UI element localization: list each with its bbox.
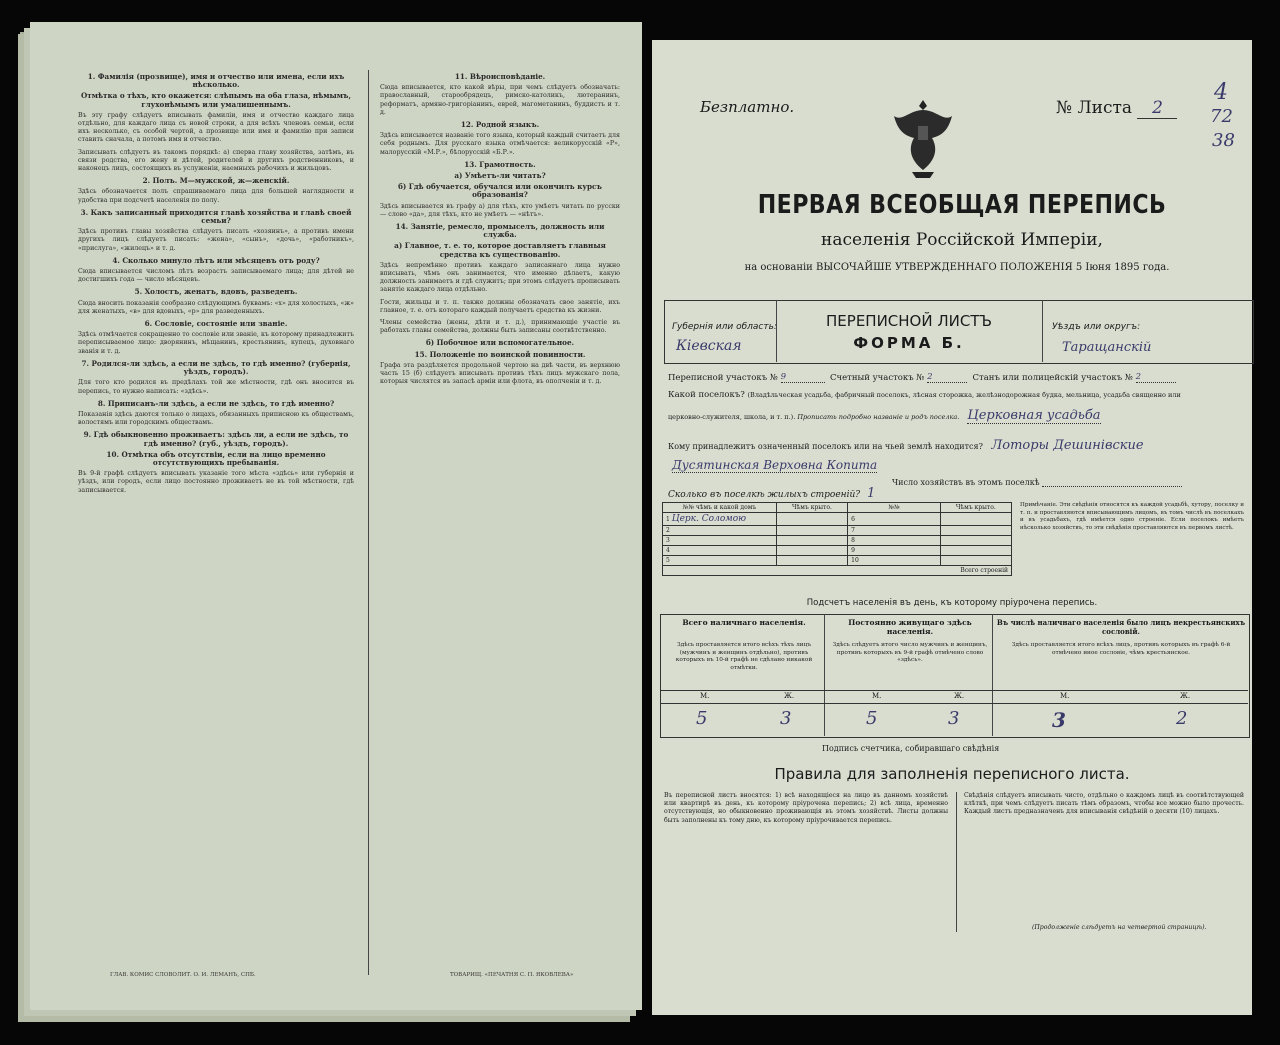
table-cell: 6 (848, 513, 941, 526)
section-1-text: Въ эту графу слѣдуетъ вписывать фамиліи, имя и отчество каждаго лица отдѣльно, для каждаго лица съ новой строки, а для всѣхъ членовъ семьи, если ихъ несколько, съ особой чертой, а прозвище или имя и фамилію при записи ставить сначала, а потомъ имя и отчество. (78, 111, 354, 144)
left-column-1 (78, 70, 354, 965)
section-13-text: Здѣсь вписывается въ графу а) для тѣхъ, кто умѣетъ читать по русски — слово «да», для тѣхъ, кто не умѣетъ — «нѣтъ». (380, 202, 620, 218)
section-4-text: Сюда вписывается числомъ лѣтъ возрастъ записываемаго лица; для дѣтей не достигшихъ года — число мѣсяцевъ. (78, 268, 354, 284)
sex-zh: Ж. (954, 692, 965, 700)
section-4-heading: 4. Сколько минуло лѣтъ или мѣсяцевъ отъ роду? (112, 255, 320, 265)
section-14b-heading: б) Побочное или вспомогательное. (425, 338, 575, 348)
table-cell: 5 (663, 556, 777, 566)
count-value: 5 (696, 708, 708, 729)
sex-m: М. (1060, 692, 1070, 700)
right-page (652, 40, 1252, 1015)
section-9-heading: 9. Гдѣ обыкновенно проживаетъ: здѣсь ли, а если не здѣсь, то гдѣ именно? (губ., уѣздъ, городъ). (83, 430, 349, 448)
rules-column-1: Въ переписной листъ вносятся: 1) всѣ находящіеся на лицо въ данномъ хозяйствѣ или квартирѣ въ день, къ которому пріурочена перепись; 2) всѣ лица, временно отсутствующія, но обыкновенно проживающія въ этомъ хозяйствѣ. Листы должны быть заполнены къ тому дню, къ которому пріурочивается перепись. (664, 792, 948, 824)
province-label: Губернія или область: (672, 322, 777, 332)
section-14a-heading: а) Главное, т. е. то, которое доставляетъ главныя средства къ существованію. (394, 241, 606, 259)
table-row (663, 526, 1012, 536)
section-13b-heading: б) Гдѣ обучается, обучался или окончилъ курсъ образованія? (398, 182, 602, 200)
owner-label: Кому принадлежитъ означенный поселокъ или на чьей землѣ находится? (668, 442, 983, 451)
census-title: ПЕРВАЯ ВСЕОБЩАЯ ПЕРЕПИСЬ (757, 190, 1167, 220)
settlement-line-2 (668, 408, 1101, 423)
sex-zh: Ж. (784, 692, 795, 700)
camp-label: Станъ или полицейскій участокъ № (972, 373, 1133, 383)
section-11-heading: 11. Вѣроисповѣданіе. (454, 72, 546, 81)
table-total-row (663, 566, 1012, 576)
households-line (892, 476, 1182, 487)
table-cell: 4 (663, 546, 777, 556)
section-11-text: Сюда вписывается, кто какой вѣры, при чемъ слѣдуетъ обозначать: православный, старообрядецъ, римско-католикъ, лютеранинъ, реформатъ, армяно-григоріанинъ, еврей, магометанинъ, буддистъ и т. д. (380, 84, 620, 116)
section-14-heading: 14. Занятіе, ремесло, промыселъ, должность или служба. (395, 222, 605, 240)
corner-mark-3: 38 (1212, 130, 1235, 151)
sex-zh: Ж. (1180, 692, 1191, 700)
section-12-text: Здѣсь вписывается названіе того языка, который каждый считаетъ для себя роднымъ. Для русскаго языка отмѣчается: великорусскій «Р», малорусскій «М.Р.», бѣлорусскій «Б.Р.». (380, 132, 620, 156)
count-col-header: Въ числѣ наличнаго населенія было лицъ некрестьянскихъ сословій. (996, 618, 1246, 636)
table-row (663, 546, 1012, 556)
left-column-2 (380, 70, 620, 965)
settlement-hint-3: Прописать подробно названіе и родъ поселка. (797, 413, 960, 421)
sheet-number-value: 2 (1137, 98, 1177, 119)
count-col-header: Всего наличнаго населенія. (682, 618, 806, 627)
coat-of-arms-icon (888, 92, 958, 182)
section-7-heading: 7. Родился-ли здѣсь, а если не здѣсь, то гдѣ именно? (губернія, уѣздъ, городъ). (81, 358, 351, 377)
count-value: 3 (948, 708, 960, 729)
count-divider-2 (992, 614, 993, 736)
section-2-text: Здѣсь обозначается полъ спрашиваемаго лица для большей наглядности и удобства при подсчетѣ населенія по полу. (78, 188, 354, 204)
sex-row (660, 690, 1248, 704)
section-7-text: Для того кто родился въ предѣлахъ той же мѣстности, гдѣ онъ вносится въ перепись, то нужно написать: «здѣсь». (78, 379, 354, 395)
rules-column-2: Свѣдѣнія слѣдуетъ вписывать чисто, отдѣльно о каждомъ лицѣ въ соотвѣтствующей клѣткѣ, при чемъ слѣдуетъ писать тѣмъ образомъ, чтобы все можно было прочесть. Каждый листъ предназначенъ для вписыванія свѣдѣній о десяти (10) лицахъ. (964, 792, 1244, 816)
sheet-title: ПЕРЕПИСНОЙ ЛИСТЪ (826, 312, 992, 330)
table-cell: 7 (848, 526, 941, 536)
section-5-heading: 5. Холостъ, женатъ, вдовъ, разведенъ. (134, 287, 298, 297)
section-14-text-3: Члены семейства (жены, дѣти и т. д.), принимающіе участіе въ работахъ главы семейства, должны быть записаны соотвѣтственно. (380, 319, 620, 335)
table-cell (940, 513, 1011, 526)
column-divider (368, 70, 369, 975)
table-header: №№ чѣмъ и какой домъ (663, 503, 777, 513)
section-14-text: Здѣсь непремѣнно противъ каждаго записаннаго лица нужно вписывать, чѣмъ онъ занимается, что именно дѣлаетъ, какую должность занимаетъ и гдѣ служитъ; при этомъ слѣдуетъ прописывать занятіе каждаго лица отдѣльно. (380, 261, 620, 294)
section-15-text: Графа эта раздѣляется продольной чертою на двѣ части, въ верхнюю часть 15 (б) слѣдуетъ вписывать противъ тѣхъ лицъ мужскаго пола, которыя числятся въ запасѣ армiи или флота, въ ополченіи и т. д. (380, 361, 620, 386)
count-area-label: Счетный участокъ № (830, 373, 925, 383)
sheet-number-text: № Листа (1056, 98, 1133, 118)
section-6-heading: 6. Сословіе, состояніе или званіе. (144, 319, 288, 329)
table-cell: 8 (848, 536, 941, 546)
section-6-text: Здѣсь отмѣчается сокращенно то сословіе или званіе, къ которому принадлежитъ переписываемое лицо: дворянинъ, мѣщанинъ, крестьянинъ, купецъ, духовнаго званія и т. д. (78, 331, 354, 355)
header-divider-2 (1042, 300, 1043, 362)
table-cell: 10 (848, 556, 941, 566)
count-value: 5 (866, 708, 878, 729)
houses-label: Сколько въ поселкѣ жилыхъ строеній? (668, 490, 861, 500)
note-text: Примѣчаніе. Эти свѣдѣнія относятся къ каждой усадьбѣ, хутору, поселку и т. п. и проставляются вписывающимъ лицомъ, въ томъ числѣ въ поселкахъ и въ усадьбахъ, гдѣ имѣется одно строеніе. Если поселокъ имѣетъ нѣсколько хозяйствъ, то эти свѣдѣнія проставляются въ первомъ листѣ. (1020, 502, 1244, 531)
section-2-heading: 2. Полъ. М—мужской, ж—женскій. (142, 176, 290, 186)
census-subtitle-2: на основаніи ВЫСОЧАЙШЕ УТВЕРЖДЕННАГО ПОЛОЖЕНІЯ 5 Іюня 1895 года. (744, 262, 1170, 273)
section-8-text: Показанія здѣсь даются только о лицахъ, обязанныхъ приписною къ обществамъ, волостямъ или городскимъ обществамъ. (78, 410, 354, 427)
section-9-text: Въ 9-й графѣ слѣдуетъ вписывать указаніе того мѣста «здѣсь» или губернія и уѣздъ, или городъ, если лицо постоянно проживаетъ не въ той мѣстности, гдѣ записывается. (78, 470, 354, 494)
houses-line (668, 486, 875, 501)
section-12-heading: 12. Родной языкъ. (460, 120, 540, 130)
district-value: Таращанскій (1062, 340, 1152, 355)
table-cell: 2 (663, 526, 777, 536)
total-label: Всего строеній (663, 566, 1012, 576)
table-cell: 9 (848, 546, 941, 556)
section-10-heading: 10. Отмѣтка объ отсутствіи, если на лицо временно отсутствующихъ пребыванія. (106, 449, 326, 467)
settlement-line (668, 390, 1181, 400)
province-value: Кіевская (676, 338, 742, 354)
settlement-hint: (Владѣльческая усадьба, фабричный поселокъ, лѣсная сторожка, желѣзнодорожная будка, мельница, усадьба священно или (747, 391, 1181, 399)
owner-line (668, 438, 1144, 453)
section-13-heading: 13. Грамотность. (464, 159, 536, 169)
left-footer-2: ТОВАРИЩ. «ПЕЧАТНЯ С. П. ЯКОВЛЕВА» (450, 972, 574, 978)
table-row (663, 536, 1012, 546)
table-cell: 3 (663, 536, 777, 546)
owner-value-2: Дусятинская Верховна Копита (672, 458, 878, 472)
district-label: Уѣздъ или округъ: (1052, 322, 1141, 332)
count-col-header: Постоянно живущаго здѣсь населенія. (848, 618, 972, 636)
section-3-heading: 3. Какъ записанный приходится главѣ хозяйства и главѣ своей семьи? (80, 207, 352, 226)
form-title: ФОРМА Б. (853, 334, 965, 352)
count-value: 2 (1176, 708, 1188, 729)
section-1-heading: 1. Фамилія (прозвище), имя и отчество или имена, если ихъ нѣсколько. (87, 72, 345, 90)
section-5-text: Сюда вносить показанія сообразно слѣдующимъ буквамъ: «х» для холостыхъ, «ж» для женатыхъ, «в» для вдовыхъ, «р» для разведенныхъ. (78, 299, 354, 315)
corner-mark-1: 4 (1214, 80, 1228, 105)
table-header: Чѣмъ крыто. (776, 503, 847, 513)
count-col-desc: Здѣсь проставляется итого всѣхъ тѣхъ лицъ (мужчинъ и женщинъ отдѣльно), противъ которыхъ въ 10-й графѣ не сдѣлано никакой отмѣтки. (675, 642, 813, 671)
corner-mark-2: 72 (1210, 106, 1233, 127)
table-header-row (663, 503, 1012, 513)
settlement-value: Церковная усадьба (967, 408, 1101, 423)
count-value: 3 (1052, 708, 1066, 732)
rules-divider (956, 792, 957, 932)
census-area-value: 9 (781, 372, 825, 383)
section-1b-heading: Отмѣтка о тѣхъ, кто окажется: слѣпымъ на оба глаза, нѣмымъ, глухонѣмымъ или умалишеннымъ. (81, 91, 351, 109)
count-area-value: 2 (927, 372, 967, 383)
table-cell: 1 (666, 516, 670, 523)
table-header: Чѣмъ крыто. (940, 503, 1011, 513)
owner-value: Лоторы Дешинівские (991, 438, 1144, 453)
settlement-hint-2: церковно-служителя, школа, и т. п.). (668, 413, 796, 421)
sheet-number-label (1056, 98, 1177, 119)
section-14-text-2: Гости, жильцы и т. п. также должны обозначать свое занятіе, ихъ главное, т. е. отъ котораго каждый получаетъ средства къ жизни. (380, 298, 620, 314)
census-area-label: Переписной участокъ № (668, 373, 778, 383)
table-header: №№ (848, 503, 941, 513)
households-label: Число хозяйствъ въ этомъ поселкѣ (892, 478, 1040, 487)
count-col-desc: Здѣсь проставляется итого всѣхъ лицъ, противъ которыхъ въ графѣ 6-й отмѣчено иное сословіе, чѣмъ крестьянское. (1011, 642, 1231, 656)
section-1-text-2: Записывать слѣдуетъ въ такомъ порядкѣ: а) сперва главу хозяйства, затѣмъ, въ связи родства, его жену и дѣтей, родителей и другихъ родственниковъ, и наконецъ лицъ, состоящихъ въ услуженіи, наемныхъ рабочихъ и жильцовъ. (78, 148, 354, 173)
section-8-heading: 8. Приписанъ-ли здѣсь, а если не здѣсь, то гдѣ именно? (97, 398, 335, 408)
free-label: Безплатно. (700, 98, 795, 116)
area-line (668, 372, 1176, 383)
continued-note: (Продолженіе слѣдуетъ на четвертой страницѣ). (1032, 924, 1207, 931)
count-col-desc: Здѣсь слѣдуетъ итого число мужчинъ и женщинъ, противъ которыхъ въ 9-й графѣ отмѣчено слово «здѣсь». (832, 642, 988, 664)
section-3-text: Здѣсь противъ главы хозяйства слѣдуетъ писать «хозяинъ», а противъ имени другихъ лицъ слѣдуетъ писать: «жена», «сынъ», «дочь», «работникъ», «прислуга», «жилецъ» и т. д. (78, 228, 354, 252)
census-subtitle: населенія Россійской Имперіи, (821, 230, 1103, 250)
left-footer-1: ГЛАВ. КОМИС СЛОВОЛИТ. О. И. ЛЕМАНЪ, СПБ. (110, 972, 256, 978)
rules-title: Правила для заполненія переписного листа. (774, 765, 1130, 783)
houses-value: 1 (866, 486, 876, 501)
header-frame (664, 300, 1254, 364)
section-15-heading: 15. Положеніе по воинской повинности. (414, 349, 586, 359)
settlement-label: Какой поселокъ? (668, 390, 745, 400)
left-page (30, 22, 642, 1010)
households-value (1042, 476, 1182, 487)
enumerator-signature-label: Подпись счетчика, собиравшаго свѣдѣнія (822, 744, 1000, 753)
count-title: Подсчетъ населенія въ день, къ которому пріурочена перепись. (806, 598, 1098, 608)
table-row (663, 513, 1012, 526)
table-cell: Церк. Соломою (671, 514, 747, 524)
sex-m: М. (700, 692, 710, 700)
sex-m: М. (872, 692, 882, 700)
camp-value: 2 (1136, 372, 1176, 383)
count-divider-1 (824, 614, 825, 736)
buildings-table (662, 502, 1012, 576)
table-row (663, 556, 1012, 566)
count-value: 3 (780, 708, 792, 729)
section-13a-heading: а) Умѣетъ-ли читать? (454, 171, 546, 181)
